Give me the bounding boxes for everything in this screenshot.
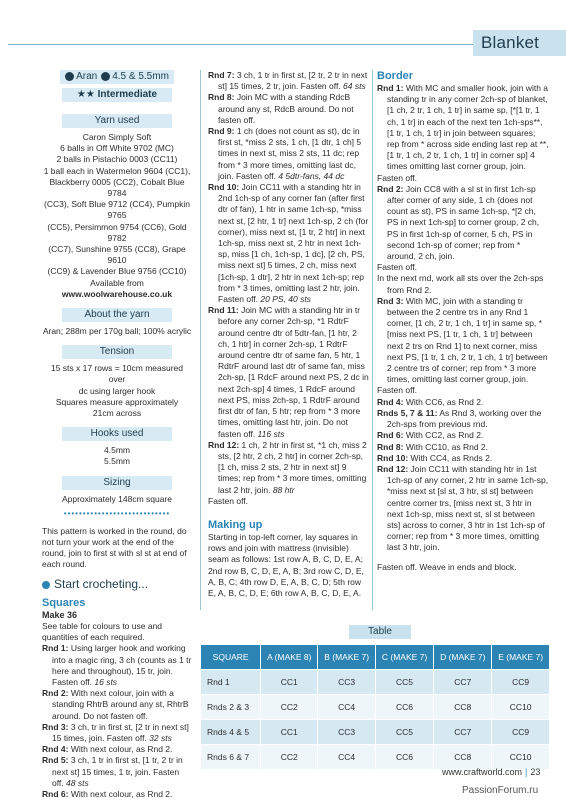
hooks-list (42, 445, 192, 467)
border-round: Rnd 3: With MC, join with a standing tr between the 2 centre trs in any Rnd 1 corner, [1 ch, 2 tr, 1 ch, 1 tr] in same sp, *[miss next PS, [1 tr, 1 ch, 1 tr] between next 2 trs on Rnd 1] to next corner, miss next PS, [1 tr, 1 ch, 2 tr, 1 ch, 1 tr] between 2 centre trs of corner; rep from * 3 more times, omitting last corner group, join. (377, 295, 548, 385)
table-cell: CC8 (434, 745, 492, 770)
table-header-cell: A (MAKE 8) (261, 645, 318, 670)
tension-line: 15 sts x 17 rows = 10cm measured over (50, 363, 184, 385)
header-rule (8, 44, 473, 45)
yarn-line: 6 balls in Off White 9702 (MC) (60, 143, 174, 154)
squares-note: See table for colours to use and quantities of each required. (42, 620, 163, 643)
table-cell: CC5 (375, 670, 433, 695)
tension-heading: Tension (62, 345, 172, 359)
table-header-cell: E (MAKE 7) (492, 645, 550, 670)
table-cell: Rnd 1 (201, 670, 261, 695)
table-cell: CC6 (375, 695, 433, 720)
finish-text: Fasten off. Weave in ends and block. (377, 561, 517, 572)
yarn-line: (CC9) & Lavender Blue 9756 (CC10) (47, 266, 187, 277)
table-label: Table (349, 625, 411, 639)
table-row (201, 670, 550, 695)
table-cell: Rnds 4 & 5 (201, 720, 261, 745)
making-up-heading: Making up (208, 518, 263, 531)
tension-list (42, 363, 192, 419)
border-round: Rnd 12: Join CC11 with standing htr in 1st 1ch-sp of any corner, 2 htr in same 1ch-sp, *miss next st [sl st, 3 htr, sl st] between centre corner trs, [miss next st, 3 htr in next 1ch-sp, miss next st, sl st between sts] across to corner, 3 htr in 1st 1ch-sp of corner; rep from * 3 more times, omitting last 3 htr, join. (377, 463, 549, 553)
intro-text: This pattern is worked in the round, do not turn your work at the end of the round, join to first st with sl st at end of each round. (42, 525, 187, 570)
yarn-line: Blackberry 0005 (CC2), Cobalt Blue 9784 (49, 176, 185, 199)
hook-size: 4.5mm (104, 445, 130, 456)
page-title: Blanket (473, 30, 566, 56)
border-round: Fasten off. (377, 172, 418, 183)
border-round: Fasten off. (377, 262, 418, 273)
table-header-cell: C (MAKE 7) (375, 645, 433, 670)
hook-size: 5.5mm (104, 456, 130, 467)
dotted-divider: •••••••••••••••••••••••••••• (63, 508, 171, 518)
watermark: PassionForum.ru (462, 785, 539, 796)
yarn-line: 1 ball each in Watermelon 9604 (CC1), (43, 165, 191, 176)
hooks-heading: Hooks used (62, 427, 172, 441)
table-row (201, 695, 550, 720)
border-round: Rnd 8: With CC10, as Rnd 2. (377, 441, 489, 452)
sizing-heading: Sizing (62, 476, 172, 490)
table-cell: CC9 (492, 720, 550, 745)
table-cell: CC1 (261, 670, 318, 695)
square-round: Rnd 8: Join MC with a standing RdcB around any st, RdcB around. Do not fasten off. (208, 92, 354, 125)
table-cell: CC6 (375, 745, 433, 770)
sizing-text: Approximately 148cm square (61, 493, 173, 504)
border-round: In the next rnd, work all sts over the 2ch-sps from Rnd 2. (377, 273, 544, 295)
border-rounds (377, 83, 549, 554)
square-round: Rnd 5: 3 ch, 1 tr in first st, [1 tr, 2 tr in next st] 15 times, 1 tr, join. Fasten off. 48 sts (42, 755, 183, 788)
border-column (377, 70, 549, 573)
square-round: Rnd 6: With next colour, as Rnd 2. (42, 788, 173, 799)
square-round: Rnd 9: 1 ch (does not count as st), dc in first st, *miss 2 sts, 1 ch, [1 dtr, 1 ch] 5 times in next st, miss 2 sts, 11 dc; rep from * 3 more times, omitting last dc, join. Fasten off. 4 5dtr-fans, 44 dc (208, 126, 362, 181)
table-cell: CC8 (434, 695, 492, 720)
squares-rounds (42, 643, 192, 800)
table-header-cell: D (MAKE 7) (434, 645, 492, 670)
yarn-line: (CC7), Sunshine 9755 (CC8), Grape 9610 (48, 244, 186, 266)
skill-level: ★★ Intermediate (62, 88, 172, 102)
yarn-line: 2 balls in Pistachio 0003 (CC11) (56, 154, 178, 165)
tension-line: Squares measure approximately (55, 396, 179, 407)
square-round: Rnd 7: 3 ch, 1 tr in first st, [2 tr, 2 tr in next st] 15 times, 2 tr, join. Fasten off. 64 sts (208, 70, 368, 92)
table-cell: CC1 (261, 720, 318, 745)
yarn-line: Caron Simply Soft (82, 132, 152, 142)
bullet-icon (42, 581, 50, 589)
border-round: Rnd 4: With CC6, as Rnd 2. (377, 396, 484, 407)
square-round: Rnd 3: 3 ch, tr in first st, [2 tr in next st] 15 times, join. Fasten off. 32 sts (42, 721, 189, 743)
table-cell: CC10 (492, 745, 550, 770)
square-round: Rnd 10: Join CC11 with a standing htr in 2nd 1ch-sp of any corner fan (after first dtr of fan), 1 htr in same 1ch-sp, *miss next st, [2 htr, 1 tr] next 1ch-sp, 2 ch (for corner), miss next st, [1 tr, 2 htr] in next 1ch-sp, miss next st, 2 htr in next 1ch-sp, miss [1 ch, 1ch-sp, 1 dc], [2 ch, PS, miss next st] 5 times, 2 ch, miss next [1ch-sp, 1 dtr], 2 htr in next 1ch-sp; rep from * 3 times, omitting last 2 htr, join. Fasten off. 20 PS, 40 sts (208, 182, 369, 305)
about-yarn-text: Aran; 288m per 170g ball; 100% acrylic (42, 326, 192, 337)
table-header-row (201, 645, 550, 670)
table-cell: CC9 (492, 670, 550, 695)
yarn-line: (CC5), Persimmon 9754 (CC6), Gold 9782 (47, 221, 187, 243)
border-round: Rnds 5, 7 & 11: As Rnd 3, working over the 2ch-sps from previous rnd. (377, 407, 542, 430)
table-header-cell: SQUARE (201, 645, 261, 670)
table-cell: Rnds 6 & 7 (201, 745, 261, 770)
square-round: Rnd 4: With next colour, as Rnd 2. (42, 744, 173, 755)
hook-sizes: 4.5 & 5.5mm (112, 71, 169, 82)
page-footer: www.craftworld.com | 23 (442, 767, 541, 777)
border-heading: Border (377, 70, 414, 82)
middle-column (208, 70, 370, 599)
border-round: Rnd 1: With MC and smaller hook, join with a standing tr in any corner 2ch-sp of blanket, [1 ch, 2 tr, 1 ch, 1 tr] in same sp, [*[1 tr, 1 ch, 1 tr] in each of the next ten 1ch-sps**, [1 tr, 1 ch, 1 tr] in join between squares; rep from * across side ending last rep at **, [1 tr, 1 ch, 2 tr, 1 ch, 1 tr] in corner sp] 4 times omitting last corner group, join. (377, 83, 549, 172)
table-cell: CC10 (492, 695, 550, 720)
table-row (201, 745, 550, 770)
squares-quantity: Make 36 (42, 609, 78, 620)
start-heading: Start crocheting... (42, 577, 192, 591)
tension-line: dc using larger hook (78, 385, 156, 396)
square-round: Rnd 12: 1 ch, 2 htr in first st, *1 ch, miss 2 sts, [2 htr, 2 ch, 2 htr] in corner 2ch-sp, [1 ch, miss 2 sts, 2 htr in next st] 9 times; rep from * 3 more times, omitting last 2 htr, join. 88 htr (208, 439, 367, 495)
middle-rounds (208, 70, 370, 496)
yarn-ball-icon (65, 72, 74, 81)
table-cell: CC4 (318, 745, 376, 770)
middle-fasten: Fasten off. (208, 495, 249, 506)
colour-table (200, 644, 550, 770)
table-body (201, 670, 550, 770)
yarn-line: (CC3), Soft Blue 9712 (CC4), Pumpkin 9765 (44, 199, 190, 221)
tension-line: 21cm across (92, 408, 142, 419)
column-divider (200, 70, 201, 610)
border-round: Rnd 10: With CC4, as Rnds 2. (377, 452, 493, 463)
hook-icon (101, 72, 110, 81)
yarn-weight: Aran (76, 71, 98, 82)
border-round: Rnd 6: With CC2, as Rnd 2. (377, 430, 484, 441)
border-round: Rnd 2: Join CC8 with a sl st in first 1ch-sp after corner of any side, 1 ch (does not count as st), PS in same 1ch-sp, *[2 ch, PS in next 1ch-sp] to corner group, 2 ch, PS in first 1ch-sp of corner, 5 ch, PS in second 1ch-sp of corner; rep from * around, 2 ch, join. (377, 183, 540, 262)
making-up-text: Starting in top-left corner, lay squares in rows and join with mattress (invisible) seam as follows: 1st row A, B, C, D, E, A; 2nd row B, C, D, E, A, B; 3rd row C, D, E, A, B, C; 4th row D, E, A, B, C, D; 5th row E, A, B, C, D, E; 6th row A, B, C, D, E, A. (208, 531, 364, 598)
table-cell: CC4 (318, 695, 376, 720)
table-cell: CC7 (434, 720, 492, 745)
border-round: Fasten off. (377, 385, 418, 396)
squares-heading: Squares (42, 596, 86, 609)
square-round: Rnd 11: Join MC with a standing htr in tr before any corner 2ch-sp, *1 RdtrF around centre dtr of 5dtr-fan, [1 htr, 2 ch, 1 htr] in corner 2ch-sp, 1 RdtrF around centre dtr of same fan, 5 htr, 1 RdtrF around last dtr of same fan, miss 2ch-sp, [1 RdcF around next PS, 2 dc in next 2ch-sp] 4 times, 1 RdcF around next PS, miss 2ch-sp, 1 RdtrF around first dtr of fan, 5 htr; rep from * 3 more times, omitting last htr, join. Do not fasten off. 116 sts (208, 305, 369, 439)
table-row (201, 720, 550, 745)
yarn-used-heading: Yarn used (62, 114, 172, 128)
table-cell: CC2 (261, 695, 318, 720)
yarn-line: Available from (90, 277, 144, 288)
yarn-used-list (42, 132, 192, 289)
table-cell: CC3 (318, 670, 376, 695)
square-round: Rnd 1: Using larger hook and working into a magic ring, 3 ch (counts as 1 tr here and throughout), 15 tr, join. Fasten off. 16 sts (42, 643, 192, 687)
sidebar-column (42, 70, 192, 800)
column-divider (372, 70, 373, 610)
about-yarn-heading: About the yarn (62, 308, 172, 322)
square-round: Rnd 2: With next colour, join with a standing RhtrB around any st, RhtrB around. Do not fasten off. (42, 688, 189, 721)
table-cell: CC5 (375, 720, 433, 745)
table-cell: CC2 (261, 745, 318, 770)
table-cell: CC7 (434, 670, 492, 695)
supplier-link[interactable]: www.woolwarehouse.co.uk (61, 288, 173, 299)
table-cell: Rnds 2 & 3 (201, 695, 261, 720)
table-header-cell: B (MAKE 7) (318, 645, 376, 670)
table-cell: CC3 (318, 720, 376, 745)
footer-site[interactable]: www.craftworld.com (442, 767, 523, 777)
page-number: 23 (530, 767, 541, 777)
specs-bar (60, 70, 174, 84)
